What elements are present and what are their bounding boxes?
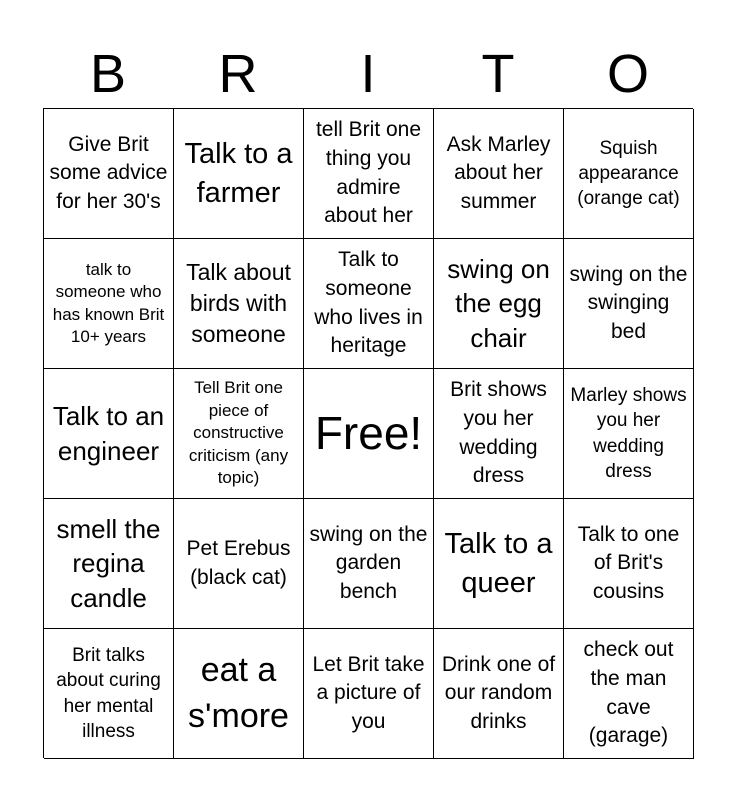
bingo-cell-r4c2[interactable] (174, 499, 304, 629)
free-space-text: Free! (314, 407, 423, 460)
cell-text: Talk to a farmer (184, 137, 293, 209)
header-letter-b: B (89, 44, 127, 104)
cell-text: Squish appearance (orange cat) (577, 137, 680, 210)
bingo-cell-r4c3[interactable] (304, 499, 434, 629)
cell-text: Pet Erebus (black cat) (186, 536, 291, 589)
cell-text: Drink one of our random drinks (441, 652, 556, 733)
bingo-cell-r5c3[interactable] (304, 629, 434, 759)
cell-text: Give Brit some advice for her 30's (49, 132, 168, 213)
cell-text: talk to someone who has known Brit 10+ years (52, 259, 165, 346)
bingo-cell-r1c3[interactable] (304, 109, 434, 239)
cell-text: Talk to one of Brit's cousins (577, 522, 680, 603)
cell-text: Talk to an engineer (52, 400, 165, 466)
bingo-cell-r2c3[interactable] (304, 239, 434, 369)
bingo-cell-r1c5[interactable] (564, 109, 694, 239)
bingo-header (43, 40, 693, 108)
bingo-cell-r5c5[interactable] (564, 629, 694, 759)
cell-text: Talk to someone who lives in heritage (314, 248, 423, 358)
cell-text: Talk about birds with someone (186, 258, 291, 348)
cell-text: Marley shows you her wedding dress (570, 385, 687, 482)
bingo-cell-r4c5[interactable] (564, 499, 694, 629)
header-letter-i: I (360, 44, 376, 104)
bingo-cell-r1c4[interactable] (434, 109, 564, 239)
cell-text: swing on the swinging bed (569, 262, 688, 343)
cell-text: Ask Marley about her summer (446, 132, 551, 213)
bingo-cell-r3c2[interactable] (174, 369, 304, 499)
bingo-cell-r4c1[interactable] (44, 499, 174, 629)
cell-text: smell the regina candle (56, 513, 161, 613)
header-letter-t: T (481, 44, 515, 104)
bingo-cell-r3c1[interactable] (44, 369, 174, 499)
bingo-cell-free[interactable] (304, 369, 434, 499)
bingo-cell-r2c4[interactable] (434, 239, 564, 369)
bingo-cell-r5c4[interactable] (434, 629, 564, 759)
cell-text: check out the man cave (garage) (583, 638, 674, 748)
cell-text: Brit talks about curing her mental illness (56, 645, 161, 742)
header-letter-r: R (218, 44, 258, 104)
bingo-cell-r2c1[interactable] (44, 239, 174, 369)
bingo-board (43, 108, 693, 758)
header-letter-o: O (606, 44, 649, 104)
cell-text: tell Brit one thing you admire about her (315, 118, 422, 228)
bingo-cell-r5c1[interactable] (44, 629, 174, 759)
cell-text: Brit shows you her wedding dress (450, 378, 547, 488)
bingo-cell-r2c5[interactable] (564, 239, 694, 369)
bingo-cell-r4c4[interactable] (434, 499, 564, 629)
bingo-cell-r3c5[interactable] (564, 369, 694, 499)
cell-text: swing on the egg chair (447, 253, 550, 353)
bingo-cell-r3c4[interactable] (434, 369, 564, 499)
bingo-cell-r1c2[interactable] (174, 109, 304, 239)
cell-text: Let Brit take a picture of you (312, 652, 425, 733)
bingo-cell-r2c2[interactable] (174, 239, 304, 369)
cell-text: Tell Brit one piece of constructive criticism (any topic) (188, 378, 289, 488)
bingo-cell-r5c2[interactable] (174, 629, 304, 759)
cell-text: swing on the garden bench (309, 522, 428, 603)
bingo-cell-r1c1[interactable] (44, 109, 174, 239)
cell-text: Talk to a queer (444, 527, 553, 599)
cell-text: eat a s'more (188, 650, 289, 735)
